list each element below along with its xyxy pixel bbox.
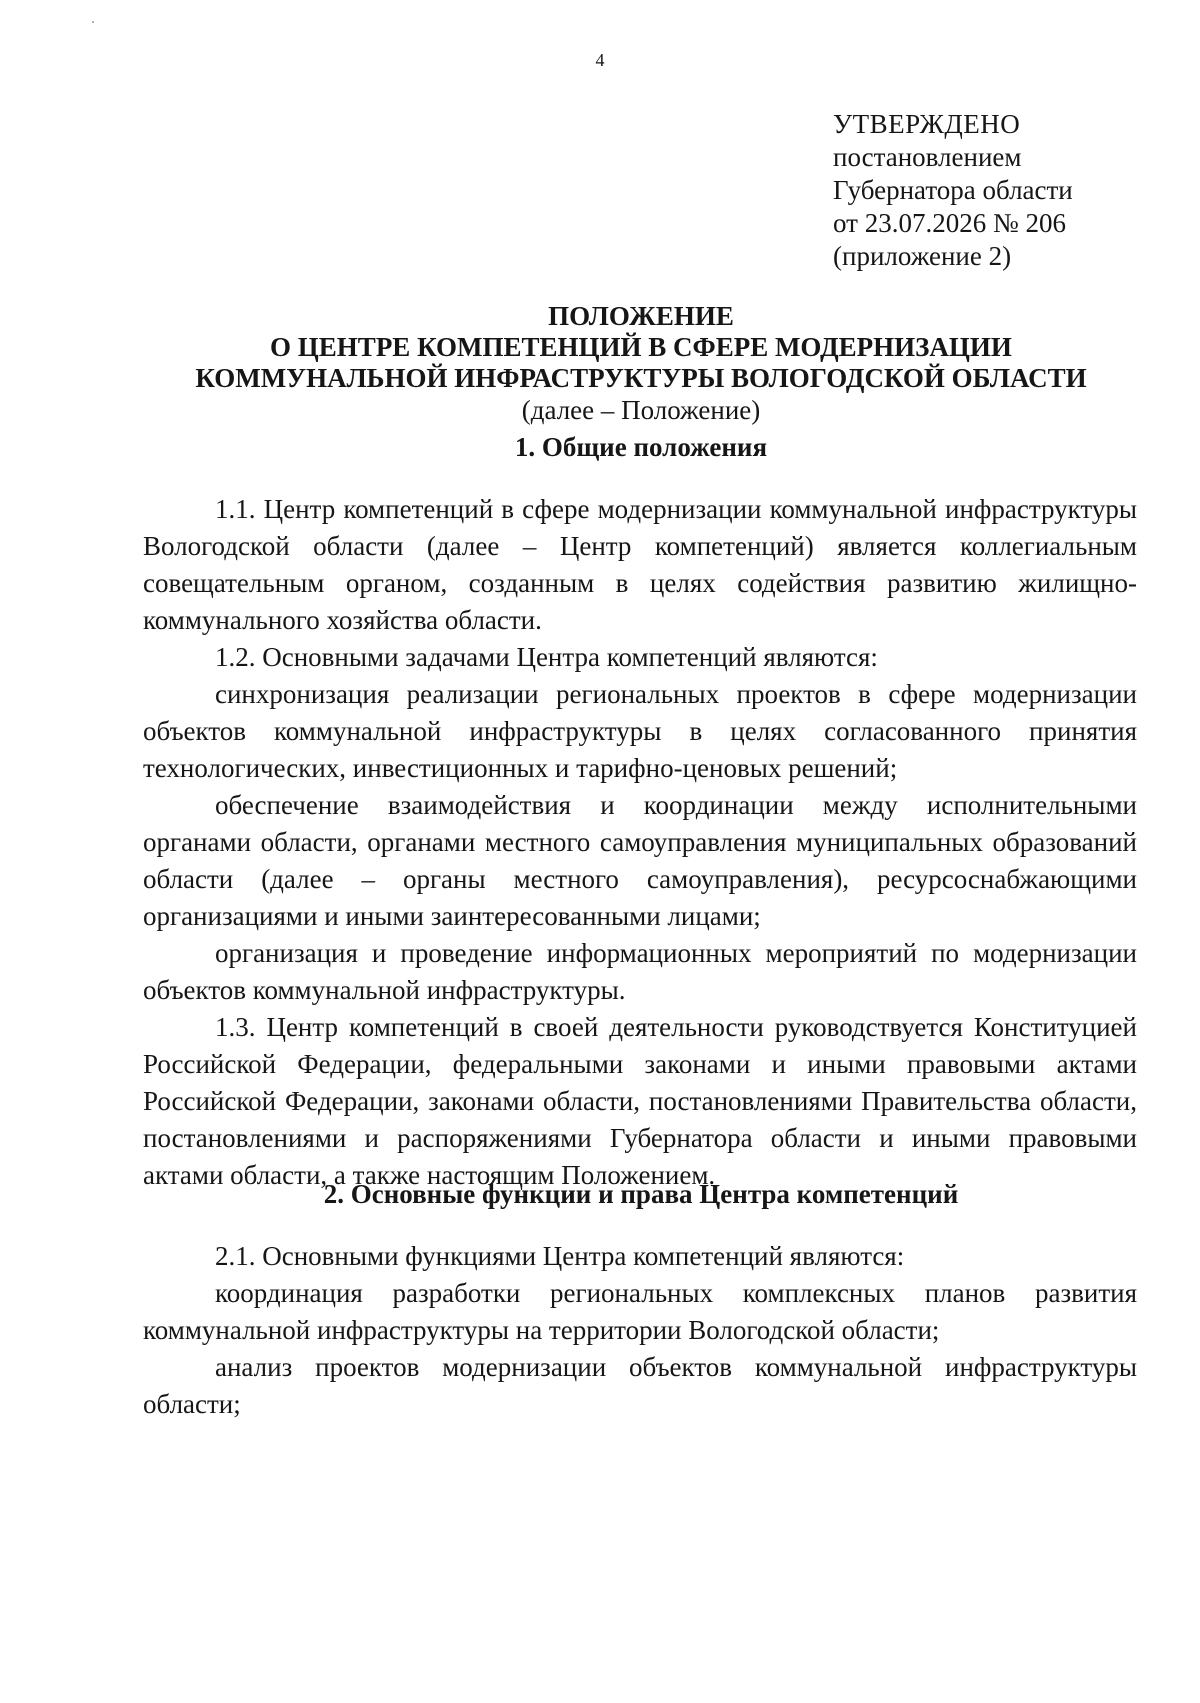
document-title xyxy=(143,301,1139,426)
task-item-2: обеспечение взаимодействия и координации между исполнительными органами области, органами местного самоуправления муниципальных образований области (далее – органы местного самоуправления), ресурсоснабжающими организациями и иными заинтересованными лицами; xyxy=(143,790,1137,931)
title-line-1: ПОЛОЖЕНИЕ xyxy=(548,301,734,331)
paragraph-1-2: 1.2. Основными задачами Центра компетенций являются: xyxy=(215,642,878,672)
section-2-body xyxy=(143,1238,1137,1423)
paragraph-1-3: 1.3. Центр компетенций в своей деятельности руководствуется Конституцией Российской Федерации, федеральными законами и иными правовыми актами Российской Федерации, законами области, постановлениями Правительства области, постановлениями и распоряжениями Губернатора области и иными правовыми актами области, а также настоящим Положением. xyxy=(143,1012,1137,1190)
approval-stamp xyxy=(833,108,1073,273)
section-2-heading: 2. Основные функции и права Центра компетенций xyxy=(323,1179,959,1209)
page-number: 4 xyxy=(595,50,605,70)
task-item-1: синхронизация реализации региональных проектов в сфере модернизации объектов коммунальной инфраструктуры в целях согласованного принятия технологических, инвестиционных и тарифно-ценовых решений; xyxy=(143,679,1137,783)
scan-speck xyxy=(92,21,94,23)
section-1-body xyxy=(143,491,1137,1194)
approval-line-governor: Губернатора области xyxy=(833,175,1073,205)
approval-line-approved: УТВЕРЖДЕНО xyxy=(833,109,1021,139)
task-item-3: организация и проведение информационных мероприятий по модернизации объектов коммунальной инфраструктуры. xyxy=(143,938,1137,1005)
approval-line-date-number: от 23.07.2026 № 206 xyxy=(833,208,1066,238)
title-line-2: О ЦЕНТРЕ КОМПЕТЕНЦИЙ В СФЕРЕ МОДЕРНИЗАЦИИ xyxy=(270,332,1012,362)
approval-line-appendix: (приложение 2) xyxy=(833,241,1012,271)
section-1-heading: 1. Общие положения xyxy=(514,432,768,462)
approval-line-resolution: постановлением xyxy=(833,142,1022,172)
paragraph-2-1: 2.1. Основными функциями Центра компетенций являются: xyxy=(215,1241,905,1271)
function-item-2: анализ проектов модернизации объектов коммунальной инфраструктуры области; xyxy=(143,1352,1137,1419)
title-subtitle: (далее – Положение) xyxy=(521,395,761,425)
title-line-3: КОММУНАЛЬНОЙ ИНФРАСТРУКТУРЫ ВОЛОГОДСКОЙ ОБЛАСТИ xyxy=(195,363,1087,393)
paragraph-1-1: 1.1. Центр компетенций в сфере модернизации коммунальной инфраструктуры Вологодской области (далее – Центр компетенций) является коллегиальным совещательным органом, созданным в целях содействия развитию жилищно-коммунального хозяйства области. xyxy=(143,494,1137,635)
function-item-1: координация разработки региональных комплексных планов развития коммунальной инфраструктуры на территории Вологодской области; xyxy=(143,1278,1137,1345)
